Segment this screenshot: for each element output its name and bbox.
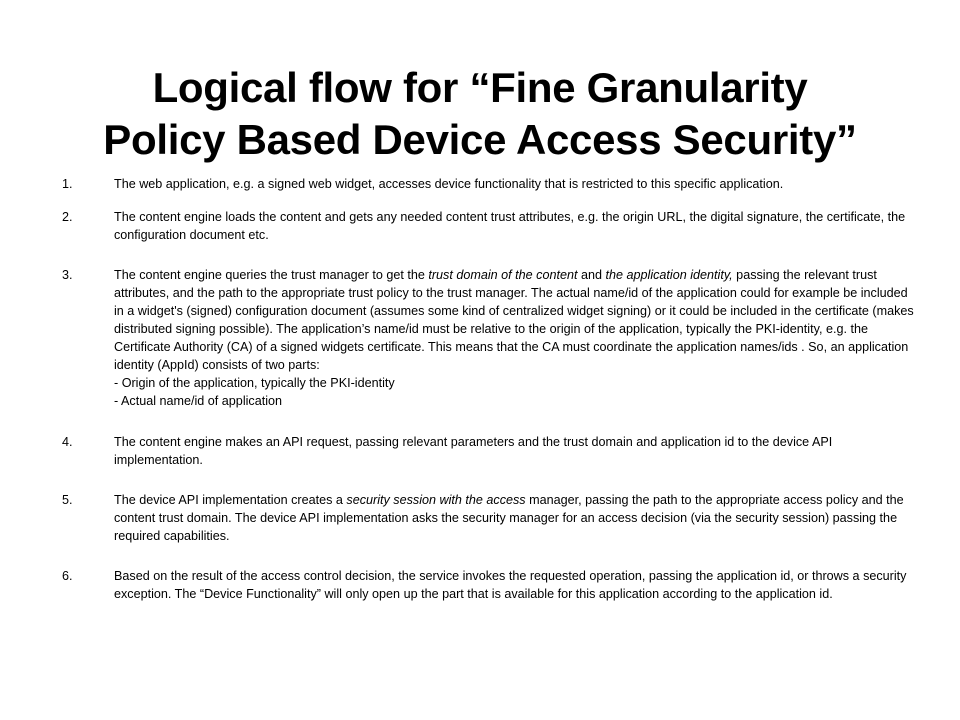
step-text: The content engine loads the content and gets any needed content trust attributes, e.g. the origin URL, the digital signature, the certificate, the configuration document etc.	[114, 210, 906, 242]
step-text	[114, 491, 918, 545]
step-text-part: and	[577, 268, 606, 282]
step-number: 3.	[62, 268, 73, 282]
step-number: 5.	[62, 493, 73, 507]
step-text-part: The device API implementation creates a	[114, 493, 347, 507]
step-item-2	[58, 208, 918, 244]
step-text	[114, 266, 918, 410]
step-number: 1.	[62, 177, 73, 191]
step-text: The content engine makes an API request, passing relevant parameters and the trust domain and application id to the device API implementation.	[114, 435, 833, 467]
step-text-emphasis: the application identity,	[605, 268, 733, 282]
step-item-4	[58, 433, 918, 469]
step-item-6	[58, 567, 918, 603]
step-text-part: manager, passing the path to the appropriate access policy and the content trust domain. The device API implementation asks the security manager for an access decision (via the security session) passing the required capabilities.	[114, 493, 904, 543]
slide-title-line-2: Policy Based Device Access Security”	[103, 116, 857, 164]
step-sub-line-1: - Origin of the application, typically the PKI-identity	[114, 376, 395, 390]
slide-title	[40, 62, 920, 166]
step-text-emphasis: trust domain of the content	[428, 268, 578, 282]
step-number: 2.	[62, 210, 73, 224]
step-item-3	[58, 266, 918, 410]
step-number: 4.	[62, 435, 73, 449]
step-text: Based on the result of the access control decision, the service invokes the requested operation, passing the application id, or throws a security exception. The “Device Functionality” will only open up the part that is available for this application according to the application id.	[114, 569, 907, 601]
step-text-part: passing the relevant trust attributes, and the path to the appropriate trust policy to the trust manager. The actual name/id of the application could for example be included in a widget's (signed) configuration document (assumes some kind of centralized widget signing) or it could be included in the certificate (makes distributed signing possible). The application’s name/id must be relative to the origin of the application, typically the PKI-identity, e.g. the Certificate Authority (CA) of a signed widgets certificate. This means that the CA must coordinate the application names/ids . So, an application identity (AppId) consists of two parts:	[114, 268, 914, 372]
step-text: The web application, e.g. a signed web widget, accesses device functionality that is restricted to this specific application.	[114, 177, 784, 191]
slide-title-line-1: Logical flow for “Fine Granularity	[152, 64, 808, 112]
step-item-1	[58, 175, 918, 193]
step-item-5	[58, 491, 918, 545]
step-number: 6.	[62, 569, 73, 583]
step-text-part: The content engine queries the trust manager to get the	[114, 268, 429, 282]
step-text-emphasis: security session with the access	[346, 493, 526, 507]
steps-list	[58, 175, 918, 603]
step-sub-line-2: - Actual name/id of application	[114, 394, 283, 408]
